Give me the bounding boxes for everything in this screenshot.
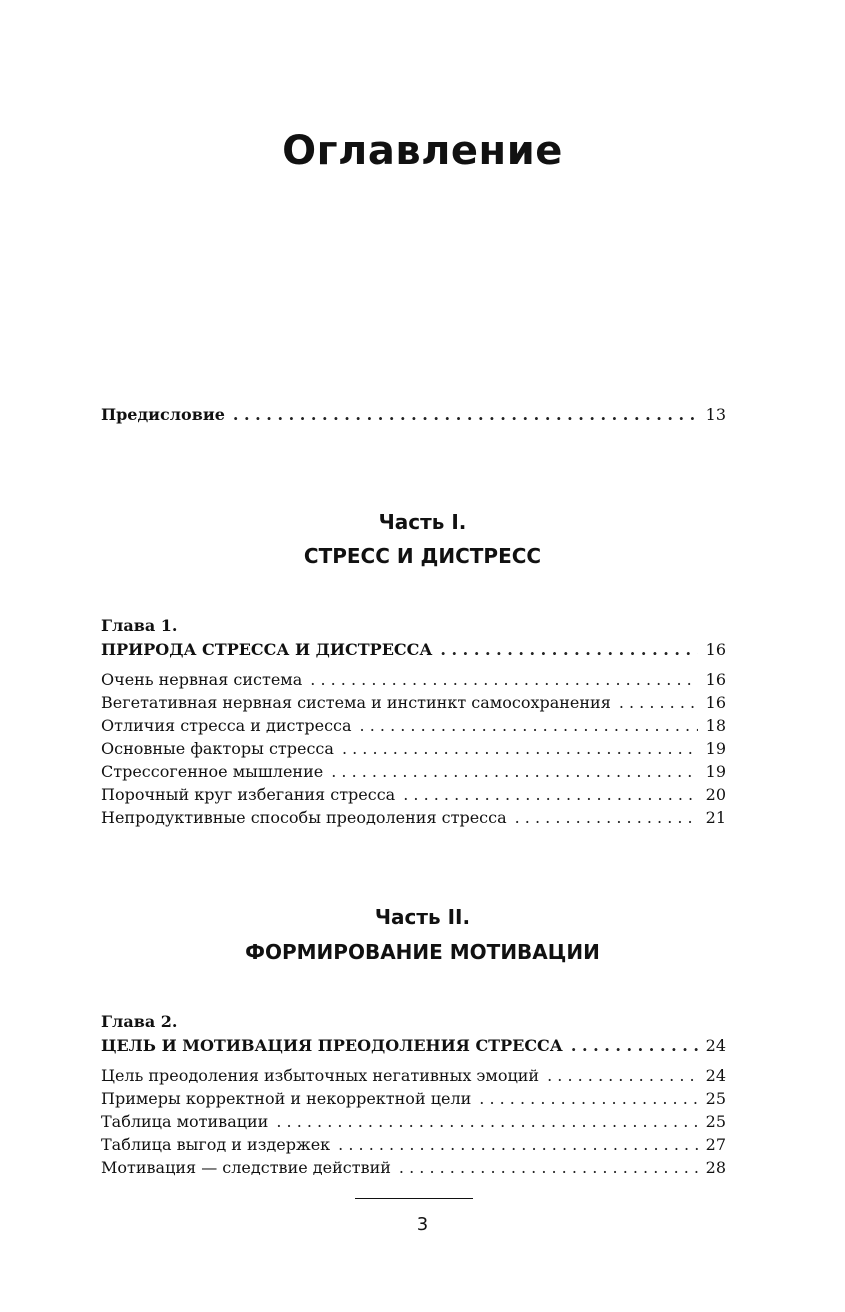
dot-leader bbox=[331, 761, 698, 783]
toc-entry-section bbox=[101, 692, 726, 716]
toc-entry-label: Предисловие bbox=[101, 405, 225, 424]
toc-entry-label: Примеры корректной и некорректной цели bbox=[101, 1089, 472, 1108]
dot-leader bbox=[403, 784, 698, 806]
toc-entry-section bbox=[101, 1111, 726, 1135]
chapter-label: Глава 1. bbox=[101, 616, 178, 635]
toc-entry-label: Мотивация — следствие действий bbox=[101, 1158, 391, 1177]
dot-leader bbox=[360, 715, 698, 737]
toc-page-number: 28 bbox=[705, 1158, 726, 1177]
part-title: ФОРМИРОВАНИЕ МОТИВАЦИИ bbox=[245, 940, 600, 964]
toc-entry-section bbox=[101, 669, 726, 693]
part-number: Часть II. bbox=[374, 905, 471, 929]
toc-page-number: 13 bbox=[705, 405, 726, 424]
toc-page-number: 19 bbox=[705, 762, 726, 781]
toc-entry-section bbox=[101, 1088, 726, 1112]
toc-page-number: 25 bbox=[705, 1089, 726, 1108]
toc-page-number: 25 bbox=[705, 1112, 726, 1131]
toc-entry-label: Вегетативная нервная система и инстинкт самосохранения bbox=[101, 693, 611, 712]
toc-entry-label: Основные факторы стресса bbox=[101, 739, 334, 758]
toc-page-number: 18 bbox=[705, 716, 726, 735]
toc-page-number: 19 bbox=[705, 739, 726, 758]
dot-leader bbox=[515, 807, 698, 829]
page-number: 3 bbox=[416, 1214, 429, 1235]
toc-page-number: 16 bbox=[705, 670, 726, 689]
toc-entry-label: Очень нервная система bbox=[101, 670, 303, 689]
toc-entry-label: Цель преодоления избыточных негативных эмоций bbox=[101, 1066, 540, 1085]
part-title: СТРЕСС И ДИСТРЕСС bbox=[303, 544, 542, 568]
toc-page-number: 16 bbox=[705, 640, 726, 659]
toc-entry-label: Порочный круг избегания стресса bbox=[101, 785, 396, 804]
toc-page-number: 20 bbox=[705, 785, 726, 804]
toc-entry-section bbox=[101, 1065, 726, 1089]
dot-leader bbox=[571, 1035, 698, 1057]
toc-entry-section bbox=[101, 738, 726, 762]
toc-entry-section bbox=[101, 784, 726, 808]
dot-leader bbox=[342, 738, 698, 760]
toc-page-number: 27 bbox=[705, 1135, 726, 1154]
page-title: Оглавление bbox=[282, 128, 563, 174]
dot-leader bbox=[619, 692, 698, 714]
toc-entry-label: Отличия стресса и дистресса bbox=[101, 716, 352, 735]
dot-leader bbox=[440, 639, 698, 661]
toc-entry-label: Непродуктивные способы преодоления стресса bbox=[101, 808, 507, 827]
dot-leader bbox=[479, 1088, 698, 1110]
toc-entry-label: ЦЕЛЬ И МОТИВАЦИЯ ПРЕОДОЛЕНИЯ СТРЕССА bbox=[101, 1036, 563, 1055]
chapter-label: Глава 2. bbox=[101, 1012, 178, 1031]
toc-entry-label: Стрессогенное мышление bbox=[101, 762, 324, 781]
toc-page-number: 24 bbox=[705, 1066, 726, 1085]
toc-entry-label: ПРИРОДА СТРЕССА И ДИСТРЕССА bbox=[101, 640, 433, 659]
toc-entry-label: Таблица мотивации bbox=[101, 1112, 269, 1131]
dot-leader bbox=[547, 1065, 698, 1087]
toc-entry-section bbox=[101, 807, 726, 831]
toc-entry-section bbox=[101, 715, 726, 739]
toc-entry-label: Таблица выгод и издержек bbox=[101, 1135, 331, 1154]
part-number: Часть I. bbox=[378, 510, 467, 534]
toc-entry-preface bbox=[101, 404, 726, 428]
toc-page-number: 16 bbox=[705, 693, 726, 712]
toc-entry-section bbox=[101, 1134, 726, 1158]
dot-leader bbox=[338, 1134, 698, 1156]
dot-leader bbox=[399, 1157, 698, 1179]
toc-page-number: 24 bbox=[705, 1036, 726, 1055]
dot-leader bbox=[276, 1111, 698, 1133]
toc-entry-chapter bbox=[101, 1035, 726, 1059]
toc-page-number: 21 bbox=[705, 808, 726, 827]
dot-leader bbox=[310, 669, 698, 691]
toc-entry-chapter bbox=[101, 639, 726, 663]
footer-rule bbox=[355, 1198, 473, 1199]
dot-leader bbox=[233, 404, 698, 426]
toc-entry-section bbox=[101, 1157, 726, 1181]
toc-entry-section bbox=[101, 761, 726, 785]
